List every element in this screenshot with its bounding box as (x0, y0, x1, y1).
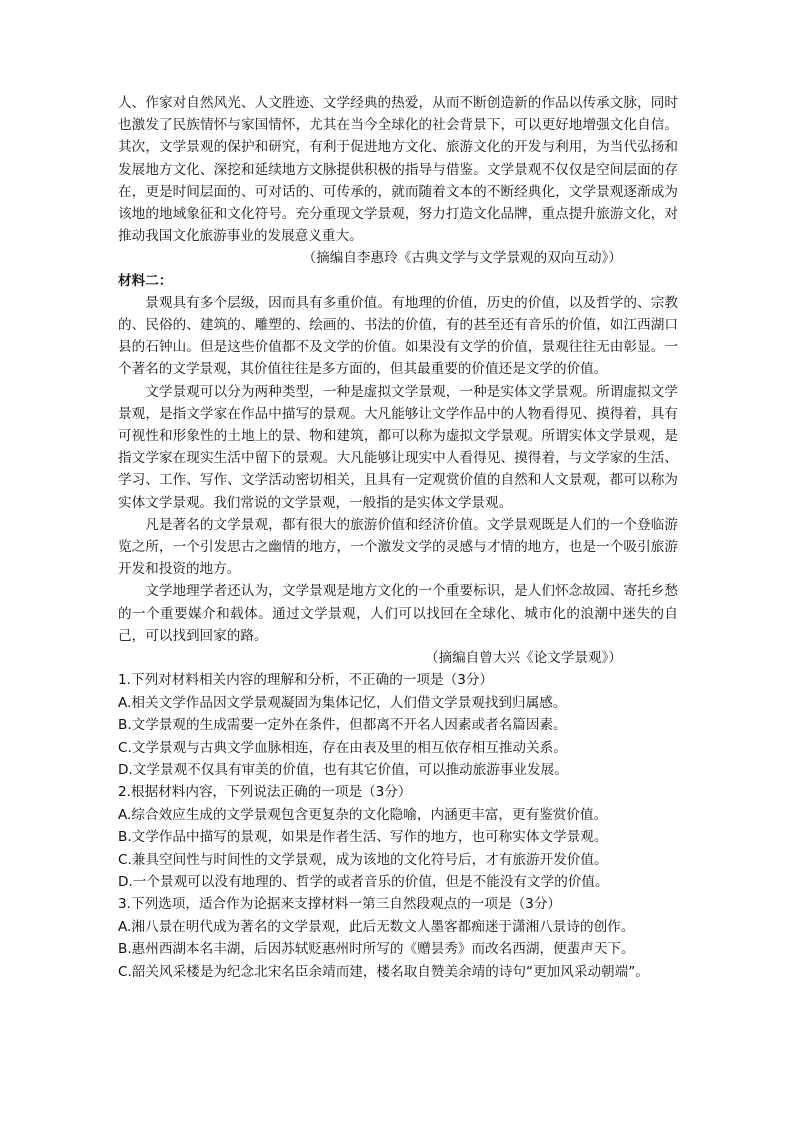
exam-page (118, 92, 678, 983)
question-3-option-a: A.湘八景在明代成为著名的文学景观，此后无数文人墨客都痴迷于潇湘八景诗的创作。 (118, 918, 635, 935)
question-1-option-d: D.文学景观不仅具有审美的价值，也有其它价值，可以推动旅游事业发展。 (118, 761, 568, 778)
question-1-option-b: B.文学景观的生成需要一定外在条件，但都离不开名人因素或者名篇因素。 (118, 717, 567, 734)
question-2-option-b: B.文学作品中描写的景观，如果是作者生活、写作的地方，也可称实体文学景观。 (118, 829, 608, 846)
question-2-option-d: D.一个景观可以没有地理的、哲学的或者音乐的价值，但是不能没有文学的价值。 (118, 873, 609, 890)
question-1-option-a: A.相关文学作品因文学景观凝固为集体记忆，人们借文学景观找到归属感。 (118, 694, 567, 711)
question-2-option-c: C.兼具空间性与时间性的文学景观，成为该地的文化符号后，才有旅游开发价值。 (118, 851, 608, 868)
material2-paragraph-2: 文学景观可以分为两种类型，一种是虚拟文学景观，一种是实体文学景观。所谓虚拟文学景观，是指文学家在作品中描写的景观。大凡能够让文学作品中的人物看得见、摸得着，具有可视性和形象性的土地上的景、物和建筑，都可以称为虚拟文学景观。所谓实体文学景观，是指文学家在现实生活中留下的景观。大凡能够让现实中人看得见、摸得着，与文学家的生活、学习、工作、写作、文学活动密切相关，且具有一定观赏价值的自然和人文景观，都可以称为实体文学景观。我们常说的文学景观，一般指的是实体文学景观。 (118, 383, 678, 511)
question-2-option-a: A.综合效应生成的文学景观包含更复杂的文化隐喻，内涵更丰富，更有鉴赏价值。 (118, 806, 608, 823)
material1-paragraph: 人、作家对自然风光、人文胜迹、文学经典的热爱，从而不断创造新的作品以传承文脉，同时也激发了民族情怀与家国情怀，尤其在当今全球化的社会背景下，可以更好地增强文化自信。其次，文学景观的保护和研究，有利于促进地方文化、旅游文化的开发与利用，为当代弘扬和发展地方文化、深挖和延续地方文脉提供积极的指导与借鉴。文学景观不仅仅是空间层面的存在，更是时间层面的、可对话的、可传承的，就而随着文本的不断经典化，文学景观逐渐成为该地的地域象征和文化符号。充分重现文学景观，努力打造文化品牌，重点提升旅游文化，对推动我国文化旅游事业的发展意义重大。 (118, 95, 678, 245)
source-citation-1: （摘编自李惠玲《古典文学与文学景观的双向互动》） (302, 250, 622, 267)
question-2-stem: 2.根据材料内容，下列说法正确的一项是（3分） (118, 784, 412, 801)
material2-heading: 材料二： (118, 272, 173, 289)
question-3-option-b: B.惠州西湖本名丰湖，后因苏轼贬惠州时所写的《赠昙秀》而改名西湖，便蜚声天下。 (118, 941, 635, 958)
question-1-stem: 1.下列对材料相关内容的理解和分析，不正确的一项是（3分） (118, 672, 494, 689)
source-citation-2: （摘编自曾大兴《论文学景观》） (424, 650, 622, 667)
question-list (118, 669, 678, 983)
material2-paragraph-1: 景观具有多个层级，因而具有多重价值。有地理的价值，历史的价值，以及哲学的、宗教的、民俗的、建筑的、雕塑的、绘画的、书法的价值，有的甚至还有音乐的价值，如江西湖口县的石钟山。但是这些价值都不及文学的价值。如果没有文学的价值，景观往往无由彰显。一个著名的文学景观，其价值往往是多方面的，但其最重要的价值还是文学的价值。 (118, 294, 678, 378)
question-1-option-c: C.文学景观与古典文学血脉相连，存在由表及里的相互依存相互推动关系。 (118, 739, 567, 756)
question-3-option-c: C.韶关风采楼是为纪念北宋名臣余靖而建，楼名取自赞美余靖的诗句“更加风采动朝端”。 (118, 963, 649, 980)
question-3-stem: 3.下列选项，适合作为论据来支撑材料一第三自然段观点的一项是（3分） (118, 896, 562, 913)
material2-paragraph-4: 文学地理学者还认为，文学景观是地方文化的一个重要标识，是人们怀念故园、寄托乡愁的一个重要媒介和载体。通过文学景观，人们可以找回在全球化、城市化的浪潮中迷失的自己，可以找到回家的路。 (118, 583, 678, 644)
material2-paragraph-3: 凡是著名的文学景观，都有很大的旅游价值和经济价值。文学景观既是人们的一个登临游览之所，一个引发思古之幽情的地方，一个激发文学的灵感与才情的地方，也是一个吸引旅游开发和投资的地方。 (118, 516, 678, 578)
